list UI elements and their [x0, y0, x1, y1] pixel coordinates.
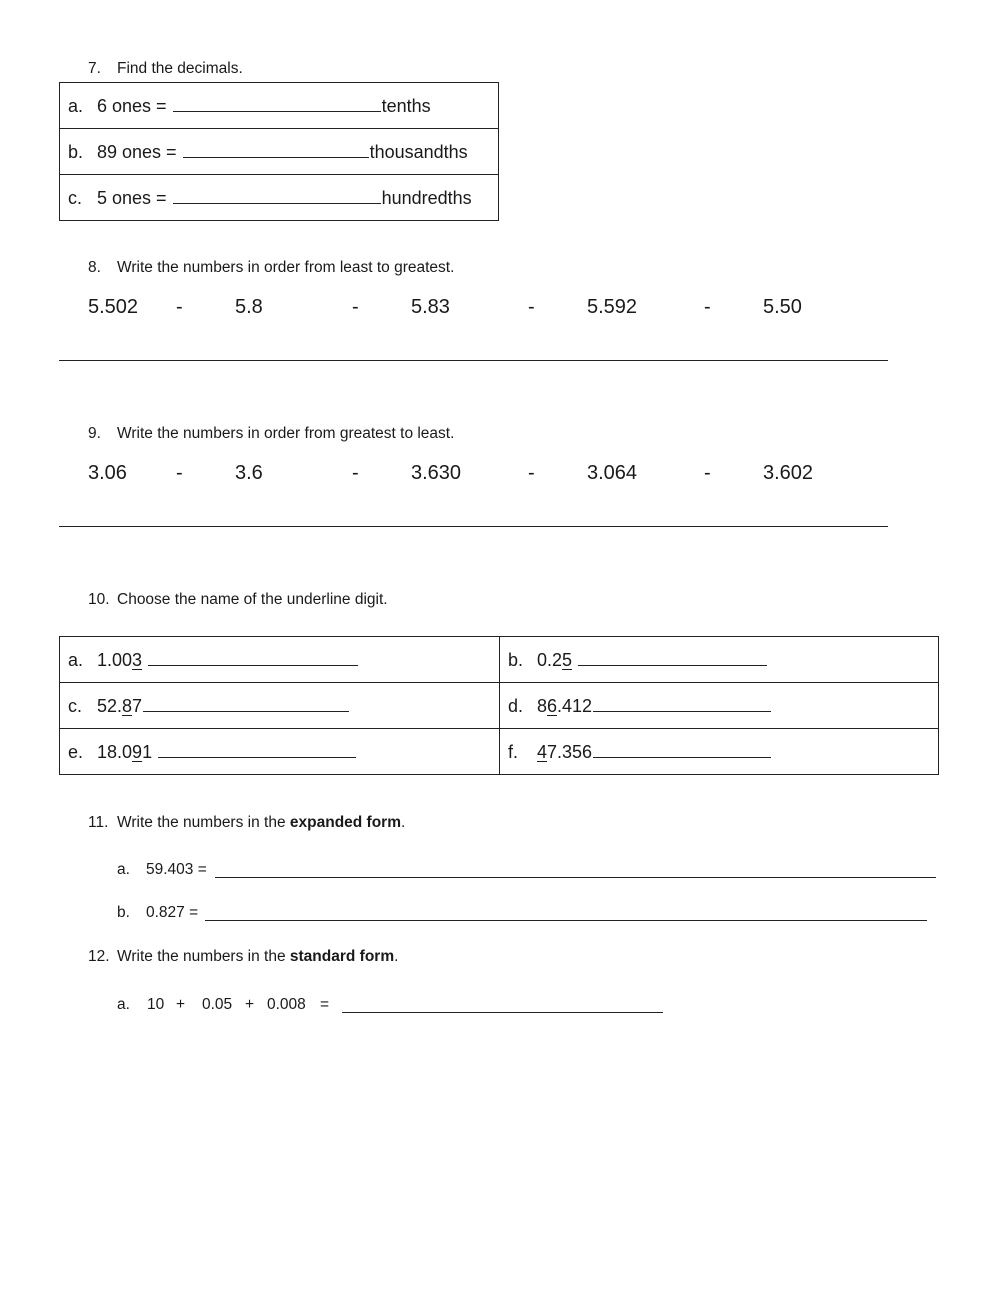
underlined-digit: 3	[132, 650, 143, 670]
q8-answer-line[interactable]	[59, 360, 888, 361]
q8-number: 5.50	[763, 296, 802, 318]
q12-answer-line-a[interactable]	[342, 1012, 663, 1013]
q9-separator: -	[704, 462, 711, 484]
q12-term: =	[320, 996, 330, 1013]
q10-answer-e[interactable]	[158, 740, 356, 758]
q10-item-e: e. 18.091	[60, 729, 500, 775]
q7-prompt: 7. Find the decimals.	[88, 60, 243, 77]
q8-prompt: 8. Write the numbers in order from least to greatest.	[88, 259, 455, 276]
q7-row-b: b. 89 ones = thousandths	[60, 129, 499, 175]
q10-item-a: a. 1.003	[60, 637, 500, 683]
q7-answer-c[interactable]	[173, 186, 381, 204]
q8-separator: -	[704, 296, 711, 318]
q9-number: 3.6	[235, 462, 263, 484]
q9-separator: -	[528, 462, 535, 484]
underlined-digit: 9	[132, 742, 143, 762]
q12-item-a: a. 10 + 0.05 + 0.008 =	[117, 996, 330, 1013]
q11-item-b: b. 0.827 =	[117, 904, 199, 921]
q11-answer-line-a[interactable]	[215, 877, 936, 878]
q10-answer-b[interactable]	[578, 648, 767, 666]
underlined-digit: 8	[122, 696, 133, 716]
q10-item-c: c. 52.87	[60, 683, 500, 729]
q8-separator: -	[528, 296, 535, 318]
q10-answer-d[interactable]	[593, 694, 771, 712]
q10-row	[60, 729, 939, 775]
q8-number: 5.83	[411, 296, 450, 318]
q7-answer-b[interactable]	[183, 140, 369, 158]
q10-item-b: b. 0.25	[500, 637, 939, 683]
q8-number: 5.592	[587, 296, 638, 318]
q12-term: 10	[147, 996, 165, 1013]
underlined-digit: 4	[537, 742, 548, 762]
q10-row	[60, 683, 939, 729]
q9-number: 3.630	[411, 462, 462, 484]
q10-item-d: d. 86.412	[500, 683, 939, 729]
q11-prompt: 11. Write the numbers in the expanded form.	[88, 814, 406, 831]
q9-separator: -	[352, 462, 359, 484]
q7-row-a: a. 6 ones = tenths	[60, 83, 499, 129]
q7-answer-a[interactable]	[173, 94, 381, 112]
q7-row-c: c. 5 ones = hundredths	[60, 175, 499, 221]
q10-table	[59, 636, 939, 775]
q12-term: +	[176, 996, 186, 1013]
q7-table	[59, 82, 499, 221]
q12-term: +	[245, 996, 255, 1013]
q9-number: 3.064	[587, 462, 638, 484]
q10-answer-f[interactable]	[593, 740, 771, 758]
q8-number: 5.502	[88, 296, 139, 318]
q10-prompt: 10. Choose the name of the underline digit.	[88, 591, 388, 608]
q12-term: 0.05	[202, 996, 233, 1013]
q8-number: 5.8	[235, 296, 263, 318]
q9-prompt: 9. Write the numbers in order from greatest to least.	[88, 425, 455, 442]
q8-separator: -	[176, 296, 183, 318]
q10-item-f: f. 47.356	[500, 729, 939, 775]
q11-answer-line-b[interactable]	[205, 920, 927, 921]
q12-term: 0.008	[267, 996, 306, 1013]
q10-answer-a[interactable]	[148, 648, 358, 666]
q11-item-a: a. 59.403 =	[117, 861, 207, 878]
q8-separator: -	[352, 296, 359, 318]
q9-separator: -	[176, 462, 183, 484]
q10-answer-c[interactable]	[143, 694, 349, 712]
q9-number: 3.602	[763, 462, 814, 484]
q12-prompt: 12. Write the numbers in the standard form.	[88, 948, 399, 965]
underlined-digit: 5	[562, 650, 573, 670]
q9-number: 3.06	[88, 462, 127, 484]
underlined-digit: 6	[547, 696, 558, 716]
q9-answer-line[interactable]	[59, 526, 888, 527]
q10-row	[60, 637, 939, 683]
